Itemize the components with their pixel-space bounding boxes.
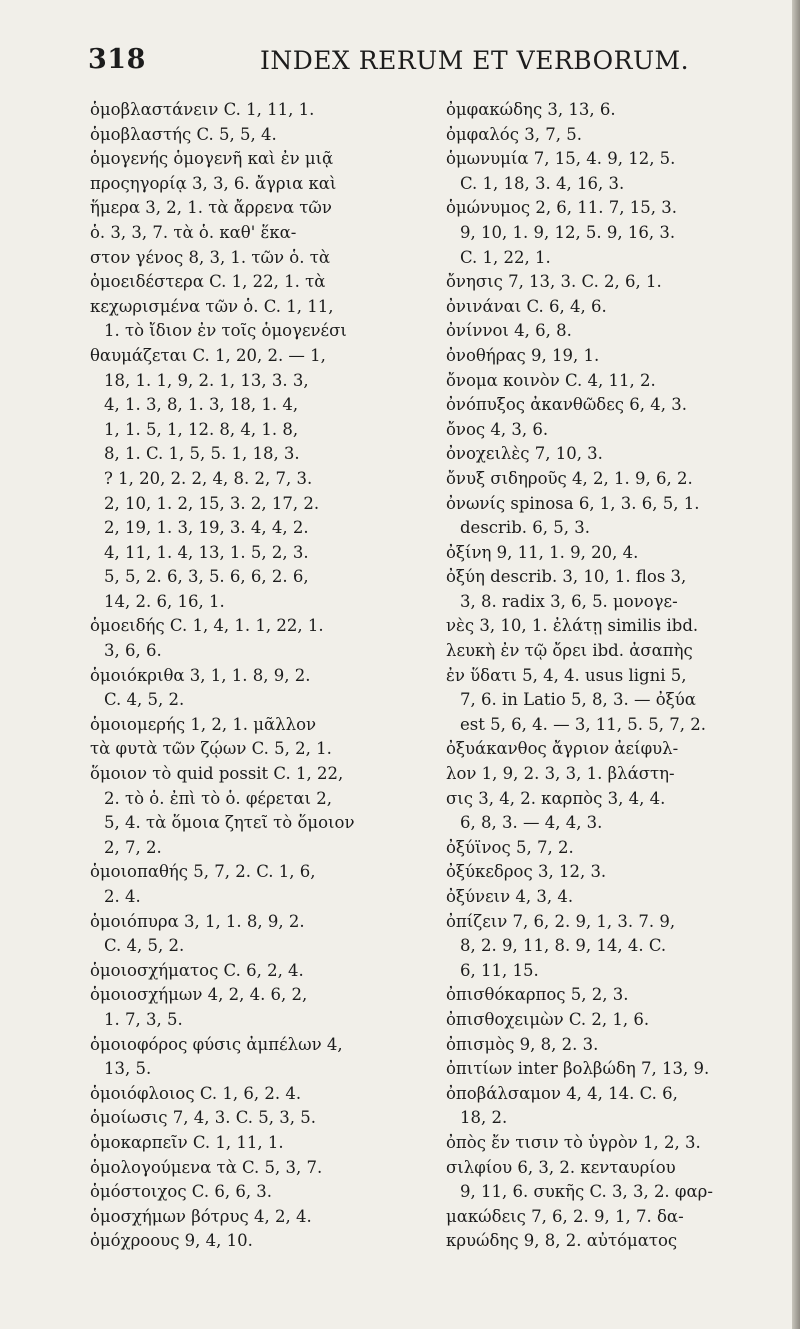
index-line: 13, 5. (104, 1059, 152, 1079)
index-line: ὁμοβλαστής C. 5, 5, 4. (90, 124, 277, 144)
index-line: ὄνησις 7, 13, 3. C. 2, 6, 1. (446, 272, 662, 292)
index-line: ὁμολογούμενα τὰ C. 5, 3, 7. (90, 1157, 323, 1177)
index-line: ὀπισμὸς 9, 8, 2. 3. (446, 1034, 599, 1054)
index-line: ὀξύη describ. 3, 10, 1. flos 3, (446, 567, 687, 587)
index-line: C. 4, 5, 2. (104, 690, 185, 710)
index-line: ὀνίννοι 4, 6, 8. (446, 321, 572, 341)
index-line: 4, 1. 3, 8, 1. 3, 18, 1. 4, (104, 395, 299, 415)
index-line: ὁμοιόπυρα 3, 1, 1. 8, 9, 2. (90, 911, 305, 931)
index-line: ὄνυξ σιδηροῦς 4, 2, 1. 9, 6, 2. (446, 468, 693, 488)
page-header (88, 44, 778, 84)
index-line: ὀξύνειν 4, 3, 4. (446, 887, 574, 906)
index-line: ὀπὸς ἔν τισιν τὸ ὑγρὸν 1, 2, 3. (446, 1132, 701, 1152)
index-line: ἥμερα 3, 2, 1. τὰ ἄρρενα τῶν (90, 198, 332, 218)
index-line: 2, 19, 1. 3, 19, 3. 4, 4, 2. (104, 518, 309, 538)
index-line: 2. 4. (104, 887, 141, 906)
index-line: C. 4, 5, 2. (104, 936, 185, 956)
index-line: σις 3, 4, 2. καρπὸς 3, 4, 4. (446, 788, 666, 808)
index-line: σιλφίου 6, 3, 2. κενταυρίου (446, 1157, 676, 1177)
index-line: 9, 10, 1. 9, 12, 5. 9, 16, 3. (460, 222, 676, 242)
index-line: ὁμόστοιχος C. 6, 6, 3. (90, 1182, 273, 1202)
left-column (90, 98, 435, 1254)
index-line: ὁμοιοφόρος φύσις ἀμπέλων 4, (90, 1034, 343, 1054)
index-line: ὅμοιον τὸ quid possit C. 1, 22, (90, 764, 344, 784)
index-line: 18, 1. 1, 9, 2. 1, 13, 3. 3, (104, 370, 309, 390)
page-number: 318 (88, 44, 146, 75)
index-line: ὀνινάναι C. 6, 4, 6. (446, 296, 607, 316)
index-line: ὁμοσχήμων βότρυς 4, 2, 4. (90, 1206, 312, 1226)
index-line: ὁμωνυμία 7, 15, 4. 9, 12, 5. (446, 149, 676, 169)
index-line: 14, 2. 6, 16, 1. (104, 591, 225, 611)
index-line: ὀξίνη 9, 11, 1. 9, 20, 4. (446, 542, 639, 562)
index-line: ὀξυάκανθος ἄγριον ἀείφυλ- (446, 739, 679, 759)
index-line: ὀπισθοχειμὼν C. 2, 1, 6. (446, 1009, 650, 1029)
index-line: ὁ. 3, 3, 7. τὰ ὁ. καθ' ἕκα- (90, 222, 297, 242)
index-line: 18, 2. (460, 1108, 508, 1128)
index-line: ὀμφαλός 3, 7, 5. (446, 124, 582, 144)
index-line: κρυώδης 9, 8, 2. αὐτόματος (446, 1231, 678, 1251)
index-line: ὁμοβλαστάνειν C. 1, 11, 1. (90, 100, 315, 119)
index-line: 6, 11, 15. (460, 960, 539, 980)
index-line: 2, 10, 1. 2, 15, 3. 2, 17, 2. (104, 493, 320, 513)
index-line: λευκὴ ἐν τῷ ὄρει ibd. ἀσαπὴς (446, 641, 693, 661)
index-line: ? 1, 20, 2. 2, 4, 8. 2, 7, 3. (104, 468, 313, 488)
index-line: ὀνοχειλὲς 7, 10, 3. (446, 444, 603, 464)
index-line: ὀνοθήρας 9, 19, 1. (446, 345, 600, 365)
index-line: στον γένος 8, 3, 1. τῶν ὁ. τὰ (90, 247, 330, 267)
index-line: μακώδεις 7, 6, 2. 9, 1, 7. δα- (446, 1206, 684, 1226)
index-line: describ. 6, 5, 3. (460, 518, 590, 538)
index-line: 1, 1. 5, 1, 12. 8, 4, 1. 8, (104, 419, 299, 439)
index-line: 7, 6. in Latio 5, 8, 3. — ὀξύα (460, 690, 696, 710)
index-line: θαυμάζεται C. 1, 20, 2. — 1, (90, 345, 326, 365)
index-line: κεχωρισμένα τῶν ὁ. C. 1, 11, (90, 296, 334, 316)
index-line: ὁμοκαρπεῖν C. 1, 11, 1. (90, 1132, 284, 1152)
index-line: ὀνόπυξος ἀκανθῶδες 6, 4, 3. (446, 395, 687, 415)
index-line: 9, 11, 6. συκῆς C. 3, 3, 2. φαρ- (460, 1182, 713, 1202)
index-line: ὀμφακώδης 3, 13, 6. (446, 100, 616, 119)
index-line: ὀνωνίς spinosa 6, 1, 3. 6, 5, 1. (446, 493, 700, 513)
index-line: 4, 11, 1. 4, 13, 1. 5, 2, 3. (104, 542, 309, 562)
index-line: ὀποβάλσαμον 4, 4, 14. C. 6, (446, 1083, 678, 1103)
index-line: ὄνος 4, 3, 6. (446, 419, 549, 439)
index-line: ὀπισθόκαρπος 5, 2, 3. (446, 985, 629, 1005)
index-line: ἐν ὕδατι 5, 4, 4. usus ligni 5, (446, 665, 687, 685)
index-line: ὁμοιοσχήμων 4, 2, 4. 6, 2, (90, 985, 308, 1005)
index-line: 2, 7, 2. (104, 837, 162, 857)
index-line: ὁμοιόφλοιος C. 1, 6, 2. 4. (90, 1083, 302, 1103)
index-line: προςηγορίᾳ 3, 3, 6. ἄγρια καὶ (90, 173, 337, 193)
index-line: 1. τὸ ἴδιον ἐν τοῖς ὁμογενέσι (104, 321, 347, 341)
index-line: 6, 8, 3. — 4, 4, 3. (460, 813, 603, 833)
index-line: ὁμοιομερής 1, 2, 1. μᾶλλον (90, 714, 317, 734)
index-line: νὲς 3, 10, 1. ἐλάτῃ similis ibd. (446, 616, 699, 636)
index-line: C. 1, 22, 1. (460, 247, 551, 267)
index-line: ὀξύκεδρος 3, 12, 3. (446, 862, 607, 882)
index-line: ὀξύϊνος 5, 7, 2. (446, 837, 574, 857)
running-title: INDEX RERUM ET VERBORUM. (260, 46, 690, 75)
index-line: 5, 4. τὰ ὅμοια ζητεῖ τὸ ὅμοιον (104, 813, 355, 833)
index-line: 2. τὸ ὁ. ἐπὶ τὸ ὁ. φέρεται 2, (104, 788, 332, 808)
index-line: 5, 5, 2. 6, 3, 5. 6, 6, 2. 6, (104, 567, 309, 587)
index-line: λον 1, 9, 2. 3, 3, 1. βλάστη- (446, 764, 675, 784)
index-line: ὁμοίωσις 7, 4, 3. C. 5, 3, 5. (90, 1108, 316, 1128)
index-line: ὁμογενής ὁμογενῆ καὶ ἐν μιᾷ (90, 149, 334, 169)
index-line: ὁμόχροους 9, 4, 10. (90, 1231, 253, 1251)
index-line: ὁμοιόκριθα 3, 1, 1. 8, 9, 2. (90, 665, 311, 685)
index-line: ὁμοειδής C. 1, 4, 1. 1, 22, 1. (90, 616, 324, 636)
index-line: ὄνομα κοινὸν C. 4, 11, 2. (446, 370, 656, 390)
index-line: ὁμοειδέστερα C. 1, 22, 1. τὰ (90, 272, 326, 292)
index-line: est 5, 6, 4. — 3, 11, 5. 5, 7, 2. (460, 714, 706, 734)
index-line: ὁμώνυμος 2, 6, 11. 7, 15, 3. (446, 198, 677, 218)
index-line: 3, 8. radix 3, 6, 5. μονογε- (460, 591, 678, 611)
index-line: 1. 7, 3, 5. (104, 1009, 183, 1029)
index-line: 3, 6, 6. (104, 641, 162, 661)
index-line: τὰ φυτὰ τῶν ζῴων C. 5, 2, 1. (90, 739, 332, 759)
index-line: ὀπιτίων inter βολβώδη 7, 13, 9. (446, 1059, 710, 1079)
index-line: C. 1, 18, 3. 4, 16, 3. (460, 173, 625, 193)
index-line: 8, 1. C. 1, 5, 5. 1, 18, 3. (104, 444, 300, 464)
right-column (446, 98, 790, 1254)
index-line: ὁμοιοπαθής 5, 7, 2. C. 1, 6, (90, 862, 316, 882)
index-line: ὁμοιοσχήματος C. 6, 2, 4. (90, 960, 304, 980)
page-edge (792, 0, 800, 1329)
index-line: 8, 2. 9, 11, 8. 9, 14, 4. C. (460, 936, 667, 956)
index-line: ὀπίζειν 7, 6, 2. 9, 1, 3. 7. 9, (446, 911, 676, 931)
